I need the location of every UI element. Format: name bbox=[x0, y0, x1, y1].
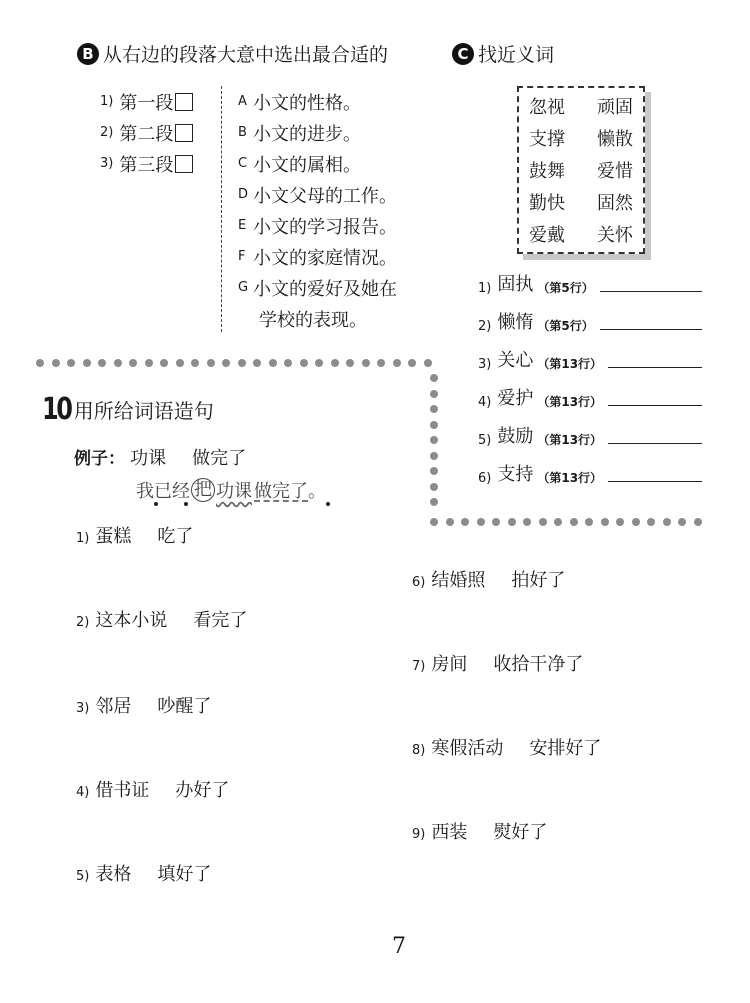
border-dot bbox=[430, 467, 438, 475]
section-c-title: 找近义词 bbox=[478, 44, 555, 66]
page-number: 7 bbox=[392, 934, 406, 959]
border-dot bbox=[269, 359, 277, 367]
border-dot bbox=[191, 359, 199, 367]
sentence-item: 2) 这本小说 看完了 bbox=[76, 610, 248, 631]
answer-checkbox[interactable] bbox=[175, 155, 193, 173]
border-dot bbox=[284, 359, 292, 367]
answer-line[interactable] bbox=[600, 329, 702, 330]
border-dot bbox=[253, 359, 261, 367]
border-dot bbox=[430, 390, 438, 398]
sentence-item: 4) 借书证 办好了 bbox=[76, 780, 230, 801]
section-b-badge: B bbox=[77, 43, 99, 65]
border-dot bbox=[585, 518, 593, 526]
option-item: G 小文的爱好及她在 bbox=[238, 278, 397, 300]
paragraph-row: 1) 第一段 bbox=[100, 86, 193, 117]
border-dot bbox=[393, 359, 401, 367]
emphasis-dot bbox=[154, 502, 158, 506]
section-c-header bbox=[452, 40, 554, 67]
option-item: B 小文的进步。 bbox=[238, 123, 361, 145]
sentence-item: 7) 房间 收拾干净了 bbox=[412, 654, 584, 675]
border-dot bbox=[430, 374, 438, 382]
section-10-number: 10 bbox=[42, 392, 71, 427]
emphasis-dot bbox=[184, 502, 188, 506]
border-dot bbox=[346, 359, 354, 367]
border-dot bbox=[52, 359, 60, 367]
border-dot bbox=[446, 518, 454, 526]
section-b-title: 从右边的段落大意中选出最合适的 bbox=[103, 44, 389, 66]
option-item: E 小文的学习报告。 bbox=[238, 216, 397, 238]
border-dot bbox=[430, 405, 438, 413]
section-c-badge: C bbox=[452, 43, 474, 65]
circled-char: 把 bbox=[191, 478, 215, 502]
border-dot bbox=[315, 359, 323, 367]
border-dot bbox=[430, 421, 438, 429]
synonym-item: 4) 爱护 （第13行） bbox=[478, 372, 702, 410]
dashed-divider bbox=[221, 86, 222, 332]
border-dot bbox=[678, 518, 686, 526]
synonym-item: 3) 关心 （第13行） bbox=[478, 334, 702, 372]
border-dot bbox=[694, 518, 702, 526]
border-dot bbox=[145, 359, 153, 367]
answer-line[interactable] bbox=[608, 405, 702, 406]
border-dot bbox=[362, 359, 370, 367]
border-dot bbox=[36, 359, 44, 367]
word-bank-row: 支撑 懒散 bbox=[529, 129, 633, 150]
border-dot bbox=[129, 359, 137, 367]
border-dot bbox=[331, 359, 339, 367]
border-dot bbox=[492, 518, 500, 526]
answer-checkbox[interactable] bbox=[175, 124, 193, 142]
border-dot bbox=[300, 359, 308, 367]
border-dot bbox=[430, 452, 438, 460]
option-item: F 小文的家庭情况。 bbox=[238, 247, 397, 269]
sentence-item: 5) 表格 填好了 bbox=[76, 864, 212, 885]
border-dot bbox=[83, 359, 91, 367]
border-dot bbox=[539, 518, 547, 526]
border-dot bbox=[430, 498, 438, 506]
paragraph-label: 第三段 bbox=[119, 154, 174, 176]
synonym-list bbox=[478, 258, 702, 486]
word-bank-row: 忽视 顽固 bbox=[529, 97, 633, 118]
synonym-item: 1) 固执 （第5行） bbox=[478, 258, 702, 296]
word-bank bbox=[517, 86, 645, 254]
section-b-header bbox=[77, 40, 388, 67]
example-sentence: 我已经 把 功课 做完了 。 bbox=[136, 479, 326, 502]
border-dot bbox=[377, 359, 385, 367]
example-label: 例子： bbox=[74, 449, 125, 469]
border-dot bbox=[238, 359, 246, 367]
synonym-item: 5) 鼓励 （第13行） bbox=[478, 410, 702, 448]
word-bank-row: 爱戴 关怀 bbox=[529, 225, 633, 246]
answer-line[interactable] bbox=[608, 443, 702, 444]
border-dot bbox=[160, 359, 168, 367]
sentence-item: 1) 蛋糕 吃了 bbox=[76, 526, 194, 547]
answer-checkbox[interactable] bbox=[175, 93, 193, 111]
sentence-item: 3) 邻居 吵醒了 bbox=[76, 696, 212, 717]
paragraph-label: 第一段 bbox=[119, 92, 174, 114]
option-item: C 小文的属相。 bbox=[238, 154, 361, 176]
wavy-underlined-word: 功课 bbox=[216, 481, 252, 502]
border-dot bbox=[424, 359, 432, 367]
border-dot bbox=[477, 518, 485, 526]
border-dot bbox=[176, 359, 184, 367]
border-dot bbox=[632, 518, 640, 526]
border-dot bbox=[508, 518, 516, 526]
paragraph-row: 2) 第二段 bbox=[100, 117, 193, 148]
border-dot bbox=[408, 359, 416, 367]
option-list bbox=[238, 86, 397, 334]
emphasis-dot bbox=[326, 502, 330, 506]
border-dot bbox=[663, 518, 671, 526]
border-dot bbox=[207, 359, 215, 367]
border-dot bbox=[570, 518, 578, 526]
paragraph-list bbox=[100, 86, 193, 179]
border-dot bbox=[430, 483, 438, 491]
paragraph-label: 第二段 bbox=[119, 123, 174, 145]
border-dot bbox=[647, 518, 655, 526]
border-dot bbox=[554, 518, 562, 526]
border-dot bbox=[523, 518, 531, 526]
sentence-item: 8) 寒假活动 安排好了 bbox=[412, 738, 602, 759]
synonym-item: 2) 懒惰 （第5行） bbox=[478, 296, 702, 334]
border-dot bbox=[616, 518, 624, 526]
word-bank-row: 勤快 固然 bbox=[529, 193, 633, 214]
paragraph-row: 3) 第三段 bbox=[100, 148, 193, 179]
answer-line[interactable] bbox=[608, 481, 702, 482]
border-dot bbox=[98, 359, 106, 367]
border-dot bbox=[430, 518, 438, 526]
example-prompt: 例子： 功课 做完了 bbox=[74, 448, 247, 469]
sentence-item: 9) 西装 熨好了 bbox=[412, 822, 548, 843]
option-item-continued: 学校的表现。 bbox=[259, 309, 367, 331]
border-dot bbox=[430, 436, 438, 444]
option-item: A 小文的性格。 bbox=[238, 92, 361, 114]
border-dot bbox=[461, 518, 469, 526]
section-10-header bbox=[42, 392, 214, 427]
option-item: D 小文父母的工作。 bbox=[238, 185, 397, 207]
border-dot bbox=[67, 359, 75, 367]
word-bank-row: 鼓舞 爱惜 bbox=[529, 161, 633, 182]
section-10-title: 用所给词语造句 bbox=[73, 399, 214, 423]
answer-line[interactable] bbox=[608, 367, 702, 368]
synonym-item: 6) 支持 （第13行） bbox=[478, 448, 702, 486]
border-dot bbox=[222, 359, 230, 367]
border-dot bbox=[114, 359, 122, 367]
border-dot bbox=[601, 518, 609, 526]
sentence-item: 6) 结婚照 拍好了 bbox=[412, 570, 566, 591]
answer-line[interactable] bbox=[600, 291, 702, 292]
